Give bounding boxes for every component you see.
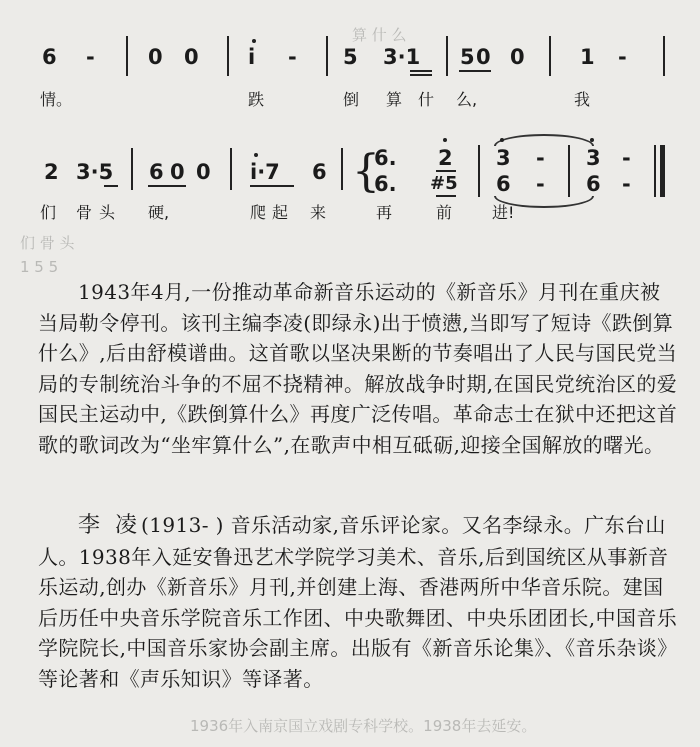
- note: 0: [196, 160, 211, 184]
- underline: [250, 185, 294, 187]
- barline: [230, 148, 232, 190]
- barline: [568, 145, 570, 197]
- final-barline-thick: [660, 145, 665, 197]
- note: 2: [44, 160, 59, 184]
- note: 0: [184, 45, 199, 69]
- octave-dot: [500, 138, 504, 142]
- history-paragraph: [38, 277, 678, 461]
- barline: [131, 148, 133, 190]
- lyric: 我: [574, 90, 591, 109]
- note-dash: -: [536, 172, 545, 196]
- tie-upper: [494, 134, 594, 146]
- note: 0: [170, 160, 185, 184]
- note: 3·1: [383, 45, 421, 69]
- underline: [410, 70, 432, 72]
- note: 3·5: [76, 160, 114, 184]
- note: i: [248, 45, 256, 69]
- lyric: 前: [436, 203, 453, 222]
- barline: [478, 145, 480, 197]
- note-dash: -: [86, 45, 95, 69]
- biography-paragraph: [38, 510, 678, 695]
- note-dash: -: [536, 146, 545, 170]
- lyric: 算: [386, 90, 403, 109]
- barline: [549, 36, 551, 76]
- octave-dot: [590, 138, 594, 142]
- octave-dot: [252, 39, 256, 43]
- note: 6: [149, 160, 164, 184]
- bio-name: 李 凌: [78, 513, 141, 538]
- lyric: 进!: [492, 203, 515, 222]
- octave-dot: [254, 153, 258, 157]
- note-dash: -: [622, 172, 631, 196]
- note-dash: -: [288, 45, 297, 69]
- note: 6.: [374, 172, 397, 196]
- note-dash: -: [622, 146, 631, 170]
- underline: [148, 185, 186, 187]
- barline: [227, 36, 229, 76]
- bleed-through-text: 算 什 么: [352, 26, 407, 44]
- note: 2: [438, 146, 453, 170]
- note: 0: [510, 45, 525, 69]
- bio-text: (1913- ) 音乐活动家,音乐评论家。又名李绿永。广东台山人。1938年入延安鲁迅艺术学院学习美术、音乐,后到国统区从事新音乐运动,创办《新音乐》月刊,并创建上海、香港两所中华音乐院。建国后历任中央音乐学院音乐工作团、中央歌舞团、中央乐团团长,中国音乐学院院长,中国音乐家协会副主席。出版有《新音乐论集》、《音乐杂谈》等论著和《声乐知识》等译著。: [38, 513, 678, 691]
- note: 6: [496, 172, 511, 196]
- note: #5: [430, 173, 458, 194]
- barline: [326, 36, 328, 76]
- lyric: 再: [376, 203, 393, 222]
- barline: [446, 36, 448, 76]
- note: 6: [586, 172, 601, 196]
- lyric: 骨: [76, 203, 93, 222]
- lyric: 硬,: [148, 203, 170, 222]
- note: 6: [312, 160, 327, 184]
- final-barline-thin: [654, 145, 656, 197]
- note: 6.: [374, 146, 397, 170]
- note: 3: [586, 146, 601, 170]
- octave-dot: [443, 138, 447, 142]
- lyric: 爬: [250, 203, 267, 222]
- note: 6: [42, 45, 57, 69]
- lyric: 来: [310, 203, 327, 222]
- lyric: 们: [40, 203, 57, 222]
- lyric: 么,: [456, 90, 478, 109]
- barline: [126, 36, 128, 76]
- note: 5: [460, 45, 475, 69]
- brace: {: [352, 146, 380, 197]
- underline: [436, 195, 456, 197]
- note: i·7: [250, 160, 280, 184]
- lyric: 头: [99, 203, 116, 222]
- underline: [104, 185, 118, 187]
- underline: [410, 74, 432, 76]
- note: 5: [343, 45, 358, 69]
- barline: [341, 148, 343, 190]
- bleed-through-text: 1936年入南京国立戏剧专科学校。1938年去延安。: [190, 717, 537, 735]
- note: 0: [476, 45, 491, 69]
- lyric: 起: [272, 203, 289, 222]
- note: 3: [496, 146, 511, 170]
- barline: [663, 36, 665, 76]
- underline: [459, 70, 491, 72]
- bleed-through-text: 1 5 5: [20, 258, 59, 276]
- note-dash: -: [618, 45, 627, 69]
- note: 1: [580, 45, 595, 69]
- paragraph-text: 1943年4月,一份推动革命新音乐运动的《新音乐》月刊在重庆被当局勒令停刊。该刊主编李凌(即绿永)出于愤懑,当即写了短诗《跌倒算什么》,后由舒模谱曲。这首歌以坚决果断的节奏唱出了人民与国民党当局的专制统治斗争的不屈不挠精神。解放战争时期,在国民党统治区的爱国民主运动中,《跌倒算什么》再度广泛传唱。革命志士在狱中还把这首歌的歌词改为“坐牢算什么”,在歌声中相互砥砺,迎接全国解放的曙光。: [38, 280, 678, 457]
- lyric: 什: [418, 90, 435, 109]
- lyric: 倒: [343, 90, 360, 109]
- lyric: 跌: [248, 90, 265, 109]
- bleed-through-text: 们 骨 头: [20, 234, 75, 252]
- note: 0: [148, 45, 163, 69]
- lyric: 情。: [40, 90, 73, 109]
